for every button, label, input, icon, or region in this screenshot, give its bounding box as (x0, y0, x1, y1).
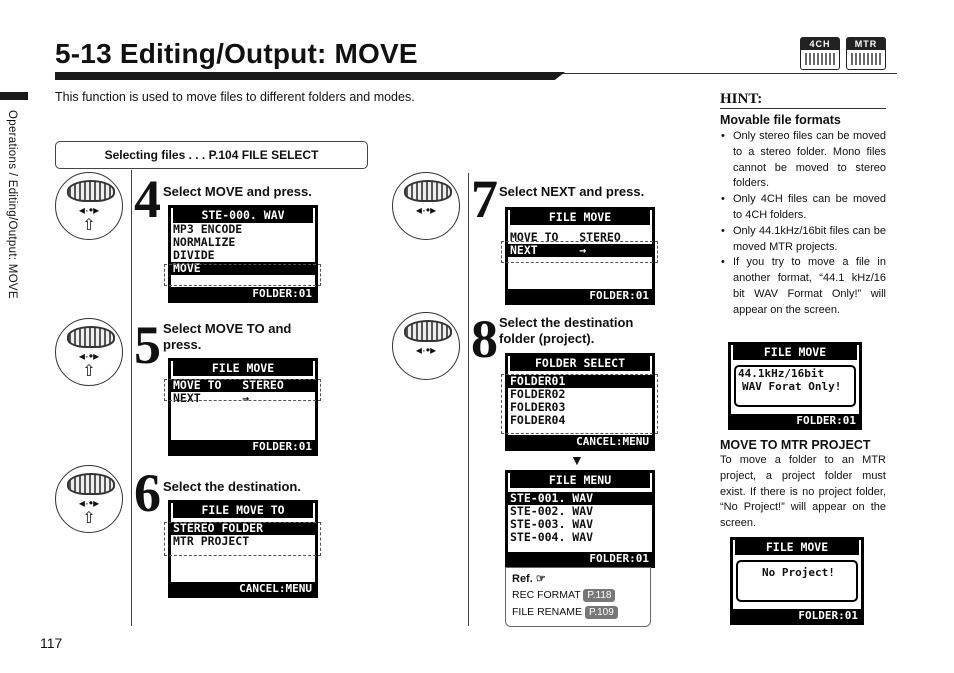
lcd-header: STE-000. WAV (173, 208, 313, 223)
lcd-message: 44.1kHz/16bit (738, 367, 825, 380)
lcd-menu-item: MOVE TO STEREO (510, 230, 621, 244)
lcd-menu-item-selected: MOVE TO STEREO (171, 379, 315, 392)
section-vertical-label: Operations / Editing/Output: MOVE (6, 110, 18, 299)
intro-text: This function is used to move files to different folders and modes. (55, 90, 415, 104)
lcd-menu-item: STE-002. WAV (510, 504, 594, 518)
hint-title: HINT: (720, 91, 763, 107)
hint-bullet: • Only 44.1kHz/16bit files can be moved MTR projects. (720, 224, 886, 256)
hint-heading: Movable file formats (720, 113, 841, 127)
step-divider (468, 173, 469, 626)
lcd-header: FILE MOVE (735, 540, 859, 555)
lcd-menu-item-selected: STE-001. WAV (508, 492, 652, 505)
highlight-frame (501, 374, 658, 434)
pointing-hand-icon: ☞ (535, 573, 546, 585)
dial-icon: ◂·•▸ (392, 312, 460, 380)
page-tag: P.118 (583, 589, 615, 602)
lcd-menu-item: MP3 ENCODE (173, 222, 243, 236)
badge-label: MTR (847, 38, 885, 50)
ref-item (512, 589, 615, 602)
lcd-header: FILE MOVE (510, 210, 650, 225)
lcd-screen (730, 537, 864, 625)
mode-badge-mtr (846, 37, 886, 70)
reference-box (505, 567, 651, 627)
step-number: 5 (134, 315, 161, 375)
step-caption: Select NEXT and press. (499, 184, 645, 199)
step-divider (131, 170, 132, 626)
lcd-screen (728, 342, 862, 430)
ref-item (512, 606, 618, 619)
ref-label: Ref. (512, 573, 533, 585)
lcd-footer: FOLDER:01 (733, 609, 861, 622)
lcd-message-box (734, 365, 856, 407)
track-icon (805, 53, 835, 65)
lcd-menu-item-selected: STEREO FOLDER (171, 522, 315, 535)
lcd-header: FILE MOVE (733, 345, 857, 360)
step-caption: Select the destination folder (project). (499, 315, 634, 346)
dial-icon: ◂·•▸ ⇧ (55, 172, 123, 240)
hint-bullet: • Only stereo files can be moved to a stereo folder. Mono files cannot be moved to stereo folders. (720, 129, 886, 192)
page-tag: P.109 (585, 606, 618, 619)
lcd-menu-item: NEXT → (173, 391, 250, 405)
lcd-menu-item: STE-003. WAV (510, 517, 594, 531)
lcd-message: WAV Forat Only! (742, 380, 842, 393)
lcd-menu-item: FOLDER04 (510, 413, 566, 427)
lcd-menu-item: NORMALIZE (173, 235, 236, 249)
hint-paragraph: To move a folder to an MTR project, a project folder must exist. If there is no project folder, “No Project!” will appear on the screen. (720, 454, 886, 530)
mode-badge-4ch (800, 37, 840, 70)
lcd-footer: FOLDER:01 (508, 552, 652, 565)
step-number: 7 (471, 169, 498, 229)
badge-label: 4CH (801, 38, 839, 50)
lcd-header: FILE MENU (510, 473, 650, 488)
lcd-screen (505, 470, 655, 568)
lcd-message: No Project! (762, 566, 835, 579)
page-title: 5-13 Editing/Output: MOVE (55, 38, 418, 69)
hint-heading: MOVE TO MTR PROJECT (720, 438, 871, 452)
step-number: 6 (134, 463, 161, 523)
page-number: 117 (40, 635, 63, 651)
lcd-footer: FOLDER:01 (171, 287, 315, 300)
dial-icon: ◂·•▸ ⇧ (55, 318, 123, 386)
ref-item-label: FILE RENAME (512, 606, 583, 618)
lcd-menu-item-selected: MOVE (171, 262, 315, 275)
step-caption: Select MOVE and press. (163, 184, 312, 199)
lcd-menu-item-selected: NEXT → (508, 244, 652, 257)
lcd-menu-item: STE-004. WAV (510, 530, 594, 544)
highlight-frame (164, 264, 321, 286)
highlight-frame (501, 241, 658, 263)
highlight-frame (164, 522, 321, 556)
hint-bullet: • Only 4CH files can be moved to 4CH folders. (720, 192, 886, 224)
section-tab (0, 92, 28, 100)
lcd-header: FILE MOVE (173, 361, 313, 376)
lcd-menu-item: DIVIDE (173, 248, 215, 262)
lcd-footer: CANCEL:MENU (171, 582, 315, 595)
lcd-footer: FOLDER:01 (731, 414, 859, 427)
hint-bullet-list (720, 129, 886, 319)
hint-rule (720, 108, 886, 109)
lcd-screen (168, 205, 318, 303)
track-icon (851, 53, 881, 65)
lcd-screen (168, 358, 318, 456)
lcd-footer: FOLDER:01 (171, 440, 315, 453)
hint-bullet: • If you try to move a file in another format, “44.1 kHz/16 bit WAV Format Only!” will appear on the screen. (720, 255, 886, 318)
highlight-frame (164, 379, 321, 401)
lcd-header: FOLDER SELECT (510, 356, 650, 371)
lcd-footer: FOLDER:01 (508, 289, 652, 302)
step-caption: Select the destination. (163, 479, 301, 494)
step-number: 8 (471, 309, 498, 369)
dial-icon: ◂·•▸ (392, 172, 460, 240)
lcd-message-box (736, 560, 858, 602)
lcd-menu-item-selected: FOLDER01 (508, 375, 652, 388)
ref-item-label: REC FORMAT (512, 589, 581, 601)
lcd-menu-item: MTR PROJECT (173, 534, 250, 548)
lcd-header: FILE MOVE TO (173, 503, 313, 518)
selecting-files-box: Selecting files . . . P.104 FILE SELECT (55, 141, 368, 169)
lcd-menu-item: FOLDER03 (510, 400, 566, 414)
title-bar (55, 72, 565, 80)
lcd-footer: CANCEL:MENU (508, 435, 652, 448)
lcd-menu-item: FOLDER02 (510, 387, 566, 401)
down-arrow-icon: ▼ (570, 452, 584, 468)
step-number: 4 (134, 169, 161, 229)
dial-icon: ◂·•▸ ⇧ (55, 465, 123, 533)
step-caption: Select MOVE TO and press. (163, 321, 292, 352)
